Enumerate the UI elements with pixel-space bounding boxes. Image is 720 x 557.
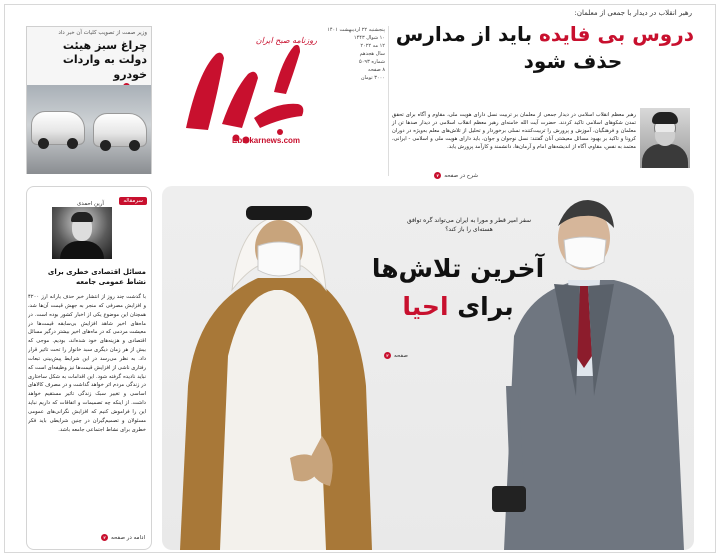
- issue-year: سال هجدهم: [359, 51, 385, 57]
- headline-highlight: دروس بی فایده: [539, 22, 694, 46]
- top-story-continue[interactable]: [434, 172, 478, 179]
- editorial-title[interactable]: مسائل اقتصادی خطری برای نشاط عمومی جامعه: [47, 268, 146, 287]
- main-headline-line1: آخرین تلاش‌ها: [371, 254, 545, 283]
- page-number-badge: ۲: [384, 352, 391, 359]
- top-story-body: رهبر معظم انقلاب اسلامی در دیدار جمعی از معلمان بر تربیت نسل دارای هویت ملی، مقاوم و آگاه برای تحقق تمدن شکوهای اسلامی تاکید کردند. حضرت آیت الله خامنه‌ای رهبر معظم انقلاب اسلامی در دیدار صدها تن از معلمان و فرهنگیان، آموزش و پرورش را تربیت‌کننده نسلی برخوردار و تحلیل از تلاش‌های معلم به‌ویژه در دوران کرونا و تاکید بر بهبود مسائل معیشتی آنان گفتند: نسل نوجوان و جوان، باید دارای هویت ملی و اسلامی - ایرانی، معتمد به نفس، مقاوم، آگاه از اندیشه‌های امام و آرمان‌ها، دانشمند و کارآمد پرورش یابد.: [392, 112, 636, 151]
- car-import-teaser[interactable]: [26, 26, 152, 174]
- main-headline-prefix: برای: [448, 291, 514, 321]
- issue-pages: ۸ صفحه: [368, 67, 385, 73]
- page-number-badge: ۲: [434, 172, 441, 179]
- main-page-label: صفحه: [394, 352, 408, 359]
- main-story[interactable]: [162, 186, 694, 550]
- top-story-headline[interactable]: [392, 21, 694, 75]
- teaser-title[interactable]: چراغ سبز هیئت دولت به واردات خودرو: [62, 38, 147, 82]
- author-name: آرین احمدی: [77, 201, 104, 207]
- issue-date-gregorian: ۱۲ مه ۲۰۲۲: [360, 43, 385, 49]
- issue-date-persian: پنجشنبه ۲۲ اردیبهشت ۱۴۰۱: [327, 27, 385, 33]
- continue-label: ادامه در صفحه: [111, 534, 145, 541]
- top-story-kicker: رهبر انقلاب در دیدار با جمعی از معلمان:: [574, 9, 692, 17]
- main-story-kicker: سفر امیر قطر و مورا به ایران می‌تواند گره توافق هسته‌ای را باز کند؟: [406, 217, 532, 233]
- page-number-badge: ۲: [101, 534, 108, 541]
- car-icon: [31, 111, 85, 145]
- author-photo: [52, 207, 112, 259]
- masthead: [168, 24, 323, 170]
- editorial-continue[interactable]: [101, 534, 145, 541]
- main-story-headline[interactable]: [358, 250, 558, 325]
- teaser-kicker: وزیر صمت از تصویب کلیات آن خبر داد: [58, 30, 147, 36]
- issue-number: شماره ۵۰۹۳: [359, 59, 385, 65]
- car-icon: [93, 113, 147, 147]
- ebtekar-logo: [178, 32, 313, 152]
- top-story[interactable]: [392, 8, 694, 178]
- headline-line2: حذف شود: [523, 49, 623, 73]
- issue-price: ۳۰۰۰ تومان: [360, 75, 385, 81]
- headline-rest: باید از مدارس: [395, 22, 540, 46]
- main-headline-highlight: احیا: [402, 291, 449, 321]
- issue-date-hijri: ۱۰ شوال ۱۴۴۳: [353, 35, 385, 41]
- editorial-tag: سرمقاله: [119, 197, 147, 205]
- editorial-column[interactable]: [26, 186, 152, 550]
- envoy-photo: [484, 186, 694, 550]
- masthead-tagline: روزنامه صبح ایران: [255, 36, 317, 45]
- masthead-url[interactable]: Ebtekarnews.com: [232, 136, 301, 145]
- main-headline-line2: [358, 288, 558, 326]
- cars-photo: [27, 85, 151, 174]
- column-divider: [388, 26, 389, 176]
- main-story-page-ref[interactable]: [384, 352, 408, 359]
- leader-photo: [640, 108, 690, 168]
- continue-label: شرح در صفحه: [444, 172, 478, 179]
- emir-photo: [162, 186, 382, 550]
- issue-info: [323, 26, 385, 82]
- editorial-body: با گذشت چند روز از انتشار خبر حذف یارانه ارز ۴۲۰۰ و افزایش مصرفی که منجر به جهش قیمت آن‌ها شد، همچنان این موضوع یکی از اخبار کشور بوده است. در ماه‌های اخیر شاهد افزایش بی‌سابقه قیمت‌ها در معیشت مردمی که در ماه‌های اخیر بیشتر درگیر مسائل اقتصادی و هزینه‌های خود شده‌اند، بودیم. موجی که بیش از هر زمان دیگری سبد خانوار را تحت تاثیر قرار داد. به نظر می‌رسد در این شرایط پیش‌بینی تبعات رفتاری ناشی از افزایش قیمت‌ها نیز وظیفه‌ای است که نباید نادیده گرفته شود. این اقدامات به شکل ساختاری در زندگی مردم اثر خواهد گذاشت و در مصرف کالاهای اساسی و تغییر سبک زندگی تاثیر مستقیم خواهد داشت. از اینکه چه تصمیمات و اتفاقات که داریم نباید این را فراموش کنیم که افزایش نگرانی‌های عمومی مسئولان و تصمیم‌گیران در چنین شرایطی باید فکر خطری برای نشاط اجتماعی جامعه باشد.: [28, 294, 146, 433]
